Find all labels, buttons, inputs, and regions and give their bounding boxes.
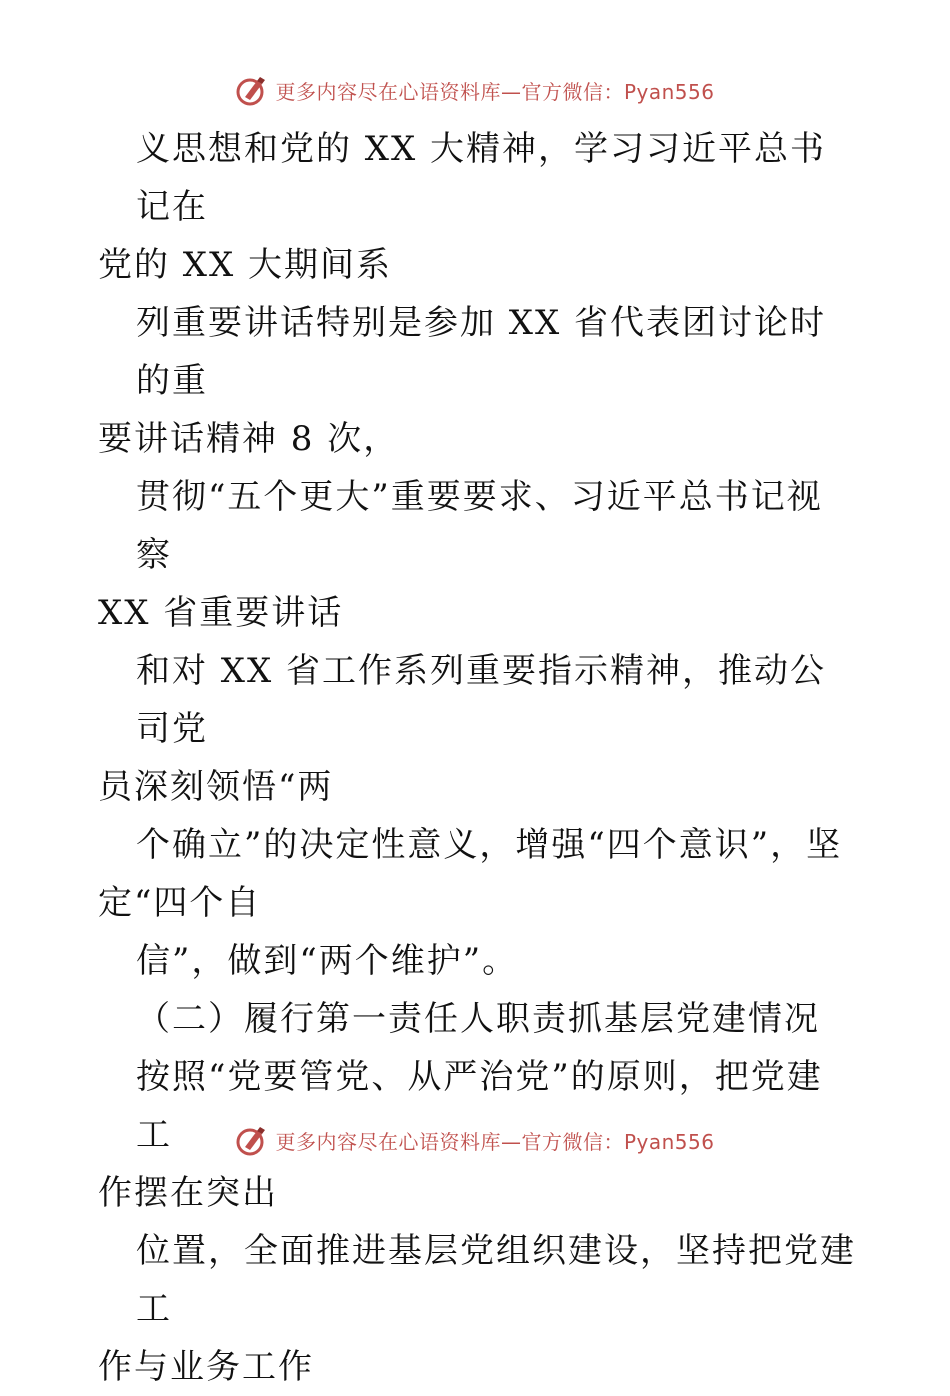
- paragraph-line: 按照“党要管党、从严治党”的原则，把党建工: [136, 1057, 823, 1155]
- pen-logo-icon: [235, 73, 269, 107]
- paragraph-2: [98, 294, 858, 468]
- paragraph-3: [98, 468, 858, 642]
- paragraph-line: 定“四个自: [98, 883, 262, 923]
- footer-watermark: [0, 1120, 950, 1160]
- pen-logo-icon: [235, 1123, 269, 1157]
- paragraph-line: 要讲话精神 8 次，: [98, 419, 400, 459]
- section-heading: [98, 990, 858, 1048]
- paragraph-4: [98, 642, 858, 816]
- document-body: [98, 120, 858, 1396]
- header-watermark: [0, 70, 950, 110]
- paragraph-line: XX 省重要讲话: [98, 593, 344, 633]
- paragraph-line: 贯彻“五个更大”重要要求、习近平总书记视察: [136, 477, 823, 575]
- paragraph-line: 和对 XX 省工作系列重要指示精神，推动公司党: [136, 651, 827, 749]
- paragraph-1: [98, 120, 858, 294]
- paragraph-line: 作与业务工作: [98, 1347, 314, 1387]
- paragraph-line: 列重要讲话特别是参加 XX 省代表团讨论时的重: [136, 303, 827, 401]
- paragraph-line: 作摆在突出: [98, 1173, 278, 1213]
- paragraph-line: 义思想和党的 XX 大精神，学习习近平总书记在: [136, 129, 827, 227]
- paragraph-line: 党的 XX 大期间系: [98, 245, 393, 285]
- paragraph-6: [98, 932, 858, 990]
- paragraph-8: [98, 1222, 858, 1396]
- paragraph-line: 位置，全面推进基层党组织建设，坚持把党建工: [136, 1231, 856, 1329]
- paragraph-5: [98, 816, 858, 932]
- paragraph-line: 员深刻领悟“两: [98, 767, 334, 807]
- watermark-text: 更多内容尽在心语资料库—官方微信：Pyan556: [275, 1129, 715, 1154]
- heading-text: （二）履行第一责任人职责抓基层党建情况: [136, 999, 820, 1039]
- paragraph-line: 信”，做到“两个维护”。: [136, 941, 519, 981]
- watermark-text: 更多内容尽在心语资料库—官方微信：Pyan556: [275, 79, 715, 104]
- paragraph-line: 个确立”的决定性意义，增强“四个意识”，坚: [136, 825, 843, 865]
